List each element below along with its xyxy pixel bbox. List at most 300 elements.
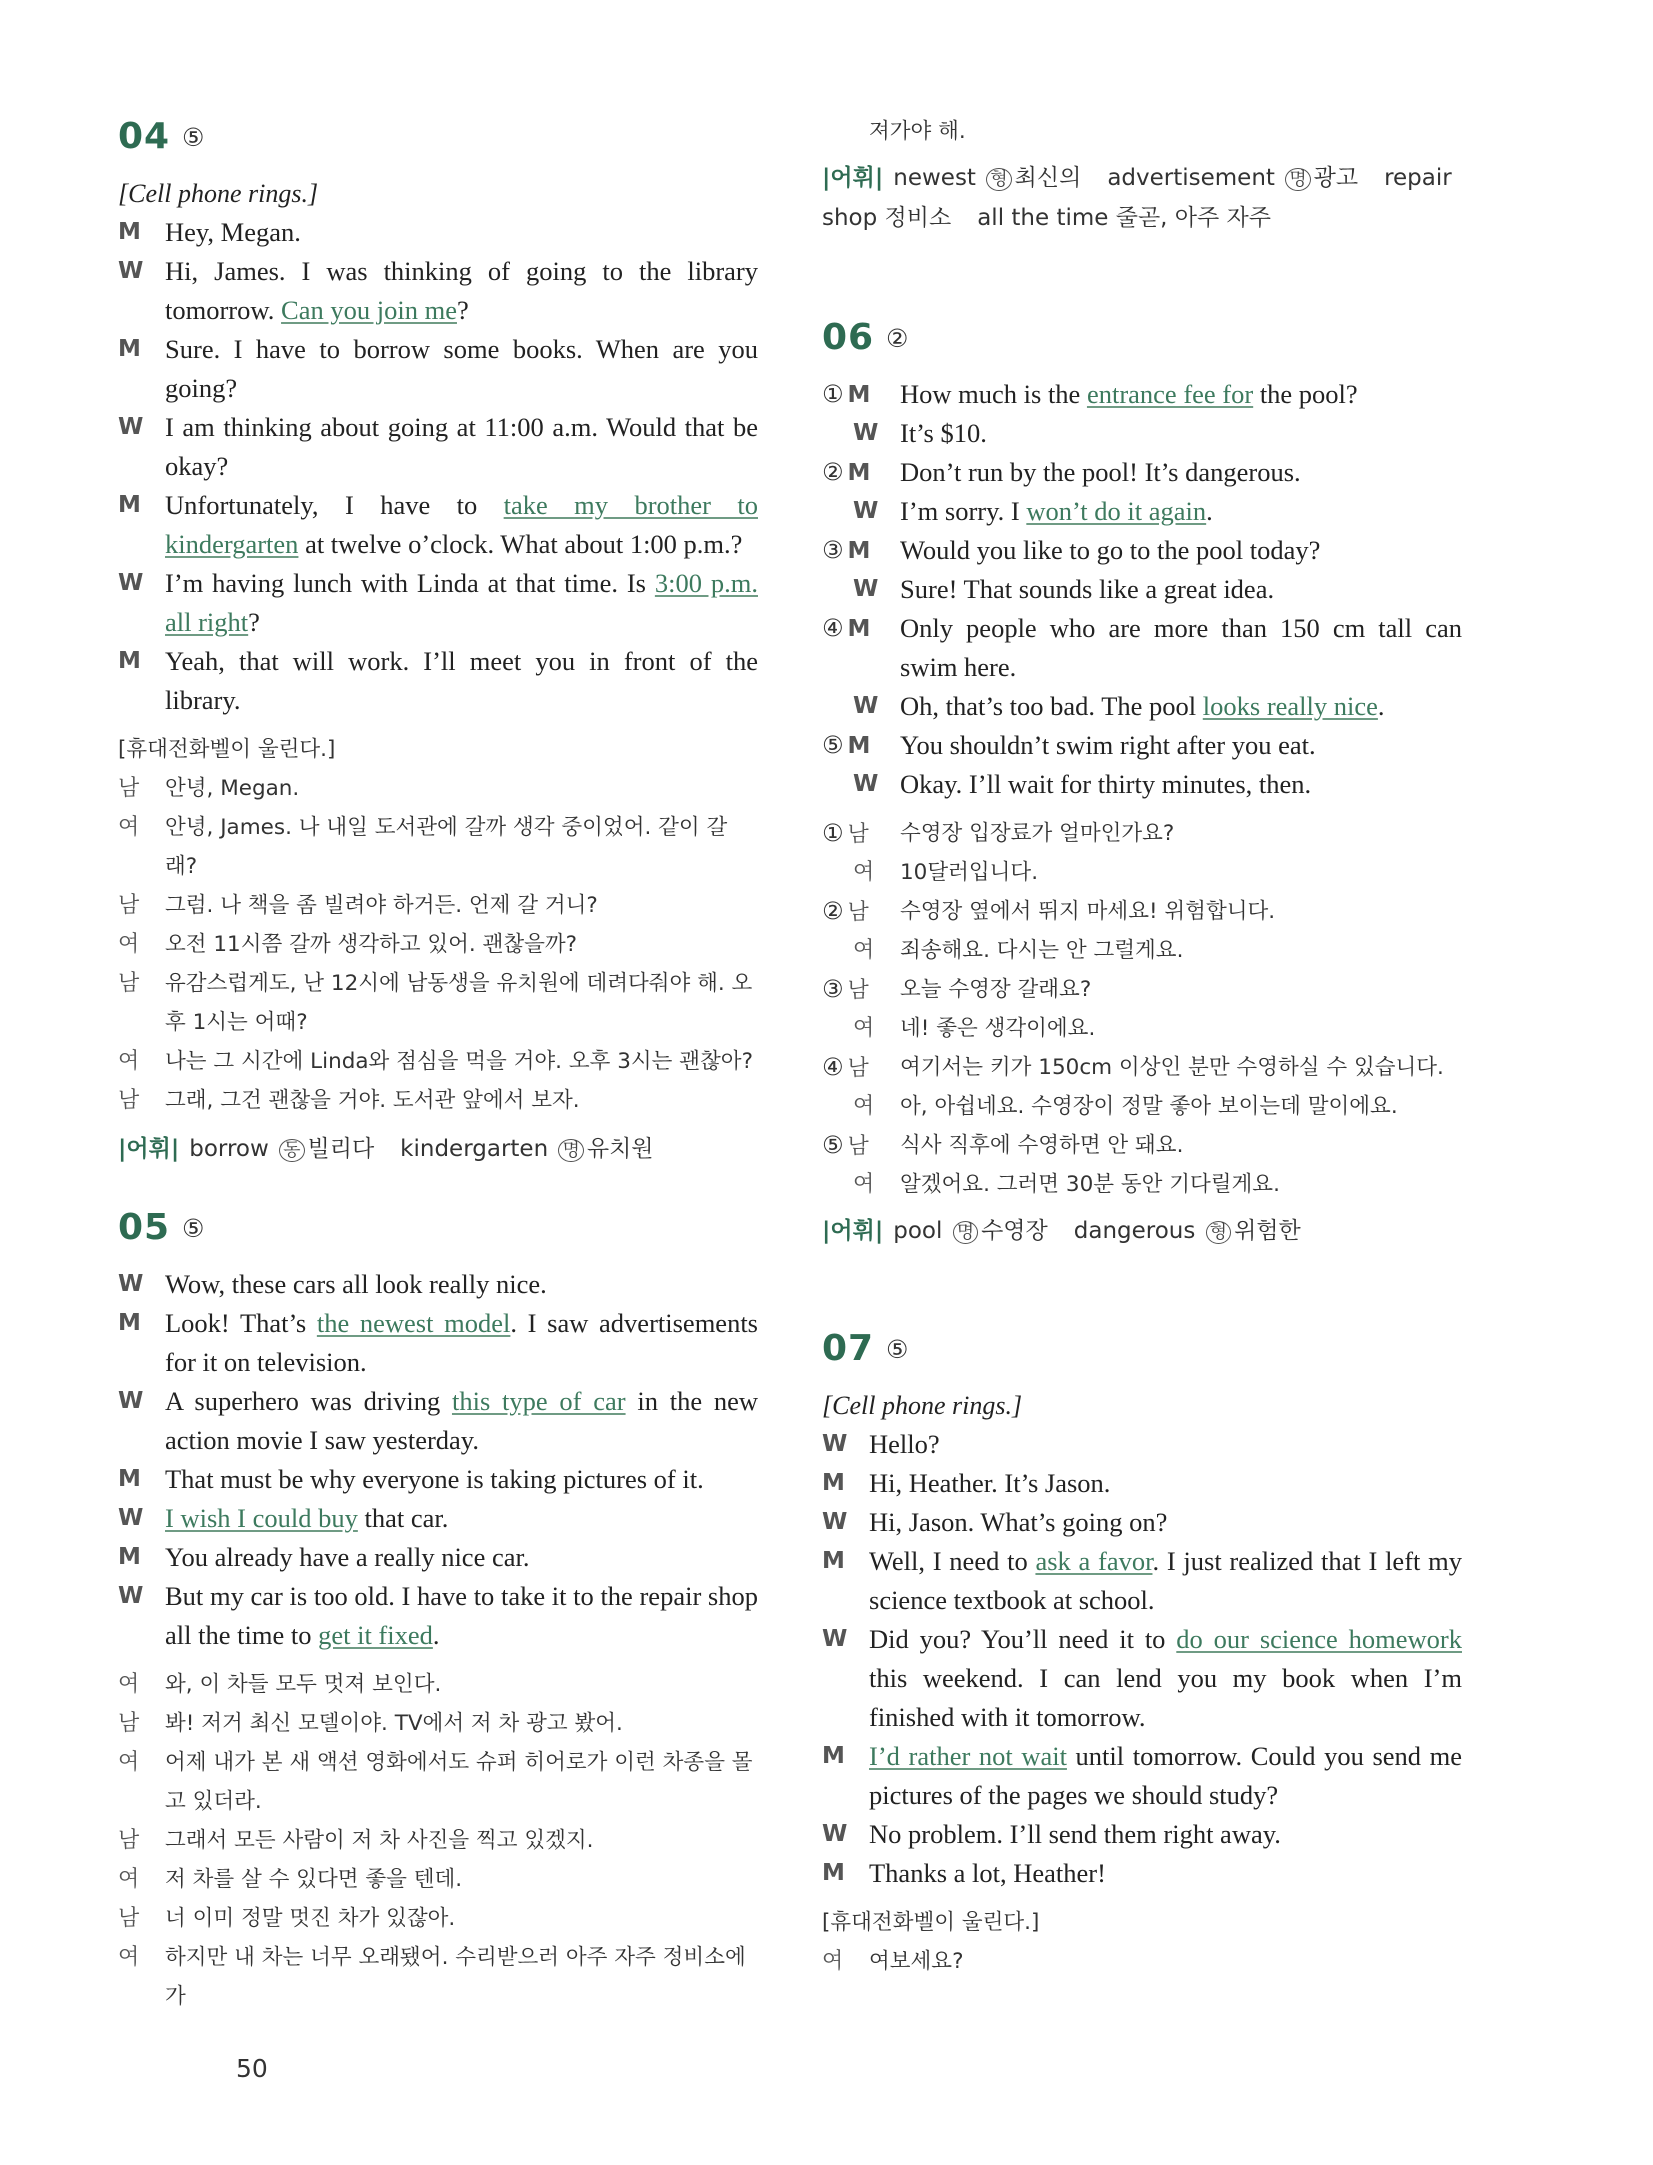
translation-line (118, 769, 758, 808)
dialogue-text (165, 1460, 758, 1499)
text-segment: How much is the (900, 379, 1087, 409)
vocab-label: |어휘| (118, 1136, 180, 1162)
page-number: 50 (236, 2054, 268, 2083)
dialogue-text (165, 1304, 758, 1382)
speaker-code: 남 (847, 1134, 869, 1159)
translation-text: 그래, 그건 괜찮을 거야. 도서관 앞에서 보자. (165, 1088, 580, 1113)
speaker-label: 여 (853, 1094, 875, 1119)
key-phrase: take my brother to kindergarten (165, 490, 758, 559)
text-segment: . I saw advertisements for it on television. (165, 1308, 758, 1377)
translation-text: 여기서는 키가 150cm 이상인 분만 수영하실 수 있습니다. (900, 1055, 1444, 1080)
dialogue-line (822, 531, 1462, 570)
dialogue-text (165, 642, 758, 720)
dialogue-text (165, 1499, 758, 1538)
text-segment: . I just realized that I left my science textbook at school. (869, 1546, 1462, 1615)
dialogue-line (822, 414, 1462, 453)
speaker-label: 여 (853, 860, 875, 885)
translation-text: 하지만 내 차는 너무 오래됐어. 수리받으러 아주 자주 정비소에 가 (165, 1945, 746, 2009)
key-phrase: the newest model (316, 1308, 511, 1338)
translation-line (822, 931, 1462, 970)
vocab-item (400, 1136, 653, 1162)
translation-line (118, 964, 758, 1042)
dialogue-text (869, 1503, 1462, 1542)
dialogue-text (165, 1265, 758, 1304)
dialogue-line (822, 570, 1462, 609)
dialogue-text (165, 486, 758, 564)
dialogue-text (900, 765, 1462, 804)
key-phrase: do our science homework (1176, 1624, 1462, 1654)
text-segment: . (1206, 496, 1213, 526)
part-of-speech: 명 (953, 1221, 978, 1244)
speaker-label: W (118, 1388, 144, 1414)
text-segment: Sure! That sounds like a great idea. (900, 574, 1275, 604)
vocab-word: repair shop (822, 165, 1452, 231)
translation-text: 아, 아쉽네요. 수영장이 정말 좋아 보이는데 말이에요. (900, 1094, 1398, 1119)
speaker-label: 여 (118, 1945, 140, 1970)
vocab-item (189, 1136, 374, 1162)
speaker-label: M (118, 648, 141, 674)
answer-mark: ⑤ (182, 1214, 205, 1243)
dialogue-text (869, 1542, 1462, 1620)
translation-line (118, 808, 758, 886)
key-phrase: looks really nice (1202, 691, 1378, 721)
speaker-label: W (853, 771, 879, 797)
vocab-word: all the time (977, 205, 1109, 231)
choice-number: ⑤ (822, 1131, 844, 1159)
dialogue-text (165, 1382, 758, 1460)
vocab-meaning: 빌리다 (307, 1136, 375, 1162)
text-segment: ? (456, 295, 469, 325)
dialogue-text (165, 213, 758, 252)
speaker-label: M (118, 1310, 141, 1336)
dialogue-line (118, 1538, 758, 1577)
speaker-label: W (822, 1821, 848, 1847)
dialogue-line (118, 1499, 758, 1538)
dialogue-text (165, 330, 758, 408)
dialogue-line (118, 642, 758, 720)
speaker-label (822, 814, 900, 854)
korean-stage-direction: [휴대전화벨이 울린다.] (822, 1910, 1040, 1935)
speaker-label: M (118, 336, 141, 362)
vocab-item (893, 1218, 1048, 1244)
vocab-meaning: 줄곧, 아주 자주 (1115, 205, 1271, 231)
choice-number: ③ (822, 536, 844, 564)
translation-text: 어제 내가 본 새 액션 영화에서도 슈퍼 히어로가 이런 차종을 몰고 있더라. (165, 1750, 753, 1814)
text-segment: I’m sorry. I (900, 496, 1027, 526)
key-phrase: 3:00 p.m. all right (165, 568, 758, 637)
korean-dialogue (822, 814, 1462, 1204)
speaker-label: 여 (853, 938, 875, 963)
speaker-label: 여 (118, 1049, 140, 1074)
choice-number: ③ (822, 975, 844, 1003)
part-of-speech: 동 (279, 1139, 304, 1162)
speaker-label: W (118, 1271, 144, 1297)
dialogue-text (165, 252, 758, 330)
answer-mark: ⑤ (182, 123, 205, 152)
question-05 (118, 1203, 758, 2016)
vocabulary (822, 159, 1462, 238)
translation-text: 유감스럽게도, 난 12시에 남동생을 유치원에 데려다줘야 해. 오후 1시는 어때? (165, 971, 753, 1035)
dialogue-line (118, 1382, 758, 1460)
speaker-label (822, 375, 900, 415)
dialogue-text (900, 570, 1462, 609)
stage-direction: [Cell phone rings.] (118, 179, 319, 208)
part-of-speech: 명 (558, 1139, 583, 1162)
vocab-word: dangerous (1073, 1218, 1196, 1244)
translation-line (118, 1081, 758, 1120)
speaker-code: M (847, 460, 871, 486)
question-number: 06 (822, 317, 875, 358)
text-segment: But my car is too old. I have to take it to the repair shop all the time to (165, 1581, 758, 1650)
question-05-continued (822, 112, 1462, 238)
translation-text: 저 차를 살 수 있다면 좋을 텐데. (165, 1867, 463, 1892)
translation-text: 수영장 입장료가 얼마인가요? (900, 821, 1175, 846)
vocab-meaning: 정비소 (884, 205, 952, 231)
question-07 (822, 1324, 1462, 1981)
vocab-meaning: 위험한 (1234, 1218, 1301, 1244)
speaker-code: 남 (847, 822, 869, 847)
dialogue-text (900, 726, 1462, 765)
text-segment: You shouldn’t swim right after you eat. (900, 730, 1316, 760)
speaker-label: W (822, 1509, 848, 1535)
text-segment: Did you? You’ll need it to (869, 1624, 1177, 1654)
text-segment: Thanks a lot, Heather! (869, 1858, 1106, 1888)
speaker-label: 남 (118, 1711, 140, 1736)
vocab-word: advertisement (1107, 165, 1275, 191)
speaker-code: M (847, 382, 871, 408)
dialogue-text (869, 1854, 1462, 1893)
speaker-label: W (853, 576, 879, 602)
text-segment: Don’t run by the pool! It’s dangerous. (900, 457, 1301, 487)
choice-number: ④ (822, 614, 844, 642)
text-segment: No problem. I’ll send them right away. (869, 1819, 1281, 1849)
speaker-label: W (118, 570, 144, 596)
speaker-label: 남 (118, 893, 140, 918)
translation-line (822, 1087, 1462, 1126)
dialogue-text (165, 564, 758, 642)
text-segment: Only people who are more than 150 cm tall can swim here. (900, 613, 1462, 682)
key-phrase: entrance fee for (1086, 379, 1254, 409)
text-segment: until tomorrow. Could you send me pictures of the pages we should study? (869, 1741, 1462, 1810)
speaker-label: 여 (822, 1949, 844, 1974)
text-segment: at twelve o’clock. What about 1:00 p.m.? (298, 529, 743, 559)
text-segment: Hi, Heather. It’s Jason. (869, 1468, 1111, 1498)
translation-text: 그럼. 나 책을 좀 빌려야 하거든. 언제 갈 거니? (165, 893, 598, 918)
speaker-label: M (822, 1470, 845, 1496)
translation-text: 10달러입니다. (900, 860, 1039, 885)
translation-text: 식사 직후에 수영하면 안 돼요. (900, 1133, 1184, 1158)
translation-text: 안녕, James. 나 내일 도서관에 갈까 생각 중이었어. 같이 갈래? (165, 815, 728, 879)
vocab-meaning: 수영장 (981, 1218, 1048, 1244)
key-phrase: Can you join me (281, 295, 457, 325)
translation-text: 와, 이 차들 모두 멋져 보인다. (165, 1672, 442, 1697)
english-dialogue (822, 375, 1462, 804)
text-segment: ? (248, 607, 260, 637)
vocab-item (893, 165, 1081, 191)
choice-number: ⑤ (822, 731, 844, 759)
speaker-label: W (118, 414, 144, 440)
translation-line (822, 853, 1462, 892)
key-phrase: this type of car (451, 1386, 626, 1416)
speaker-label: M (118, 219, 141, 245)
text-segment: A superhero was driving (165, 1386, 452, 1416)
dialogue-text (869, 1815, 1462, 1854)
text-segment: Hey, Megan. (165, 217, 301, 247)
translation-text: 알겠어요. 그러면 30분 동안 기다릴게요. (900, 1172, 1280, 1197)
translation-line (118, 1743, 758, 1821)
translation-line (822, 814, 1462, 853)
speaker-label: W (853, 498, 879, 524)
korean-dialogue (118, 769, 758, 1120)
dialogue-line (118, 1577, 758, 1655)
translation-text: 여보세요? (869, 1949, 964, 1974)
translation-line (118, 1899, 758, 1938)
translation-line (118, 1042, 758, 1081)
question-header (822, 313, 1462, 363)
dialogue-text (165, 1577, 758, 1655)
dialogue-text (165, 408, 758, 486)
answer-mark: ② (886, 324, 909, 353)
dialogue-text (869, 1464, 1462, 1503)
part-of-speech: 명 (1285, 168, 1310, 191)
speaker-label: 여 (118, 1750, 140, 1775)
translation-line (822, 1126, 1462, 1165)
dialogue-line (822, 609, 1462, 687)
dialogue-line (822, 1854, 1462, 1893)
translation-text: 나는 그 시간에 Linda와 점심을 먹을 거야. 오후 3시는 괜찮아? (165, 1049, 753, 1074)
dialogue-line (118, 408, 758, 486)
choice-number: ② (822, 458, 844, 486)
speaker-label: W (118, 258, 144, 284)
text-segment: Yeah, that will work. I’ll meet you in front of the library. (165, 646, 758, 715)
translation-line (118, 1860, 758, 1899)
speaker-label: 남 (118, 776, 140, 801)
speaker-label: 남 (118, 971, 140, 996)
dialogue-line (822, 1542, 1462, 1620)
dialogue-text (869, 1425, 1462, 1464)
key-phrase: I’d rather not wait (869, 1741, 1067, 1771)
translation-text: 죄송해요. 다시는 안 그럴게요. (900, 938, 1184, 963)
korean-dialogue (118, 1665, 758, 2016)
vocab-meaning: 유치원 (586, 1136, 654, 1162)
text-segment: Look! That’s (165, 1308, 317, 1338)
text-segment: Okay. I’ll wait for thirty minutes, then. (900, 769, 1312, 799)
part-of-speech: 형 (1206, 1221, 1231, 1244)
dialogue-line (822, 1425, 1462, 1464)
dialogue-line (118, 213, 758, 252)
english-dialogue (118, 213, 758, 720)
speaker-label: M (118, 492, 141, 518)
text-segment: Unfortunately, I have to (165, 490, 504, 520)
translation-text: 수영장 옆에서 뛰지 마세요! 위험합니다. (900, 899, 1276, 924)
speaker-label (822, 970, 900, 1010)
dialogue-line (822, 492, 1462, 531)
stage-direction: [Cell phone rings.] (822, 1391, 1023, 1420)
speaker-code: 남 (847, 900, 869, 925)
vocabulary (822, 1212, 1462, 1252)
dialogue-line (822, 453, 1462, 492)
question-number: 04 (118, 116, 171, 157)
answer-mark: ⑤ (886, 1335, 909, 1364)
dialogue-line (822, 765, 1462, 804)
text-segment: Wow, these cars all look really nice. (165, 1269, 547, 1299)
dialogue-line (822, 1620, 1462, 1737)
dialogue-text (900, 531, 1462, 570)
speaker-label: W (118, 1583, 144, 1609)
vocab-word: borrow (189, 1136, 269, 1162)
dialogue-text (900, 492, 1462, 531)
dialogue-line (118, 564, 758, 642)
translation-text: 그래서 모든 사람이 저 차 사진을 찍고 있겠지. (165, 1828, 594, 1853)
question-number: 05 (118, 1207, 171, 1248)
translation-text: 네! 좋은 생각이에요. (900, 1016, 1096, 1041)
vocab-word: kindergarten (400, 1136, 549, 1162)
speaker-label: 남 (118, 1906, 140, 1931)
vocab-label: |어휘| (822, 165, 884, 191)
speaker-label: W (853, 693, 879, 719)
key-phrase: I wish I could buy (165, 1503, 358, 1533)
vocab-item (1074, 1218, 1301, 1244)
text-segment: Hi, James. I was thinking of going to the library tomorrow. (165, 256, 758, 325)
speaker-label: 여 (118, 932, 140, 957)
dialogue-text (869, 1620, 1462, 1737)
translation-text: 오늘 수영장 갈래요? (900, 977, 1092, 1002)
text-segment: Sure. I have to borrow some books. When are you going? (165, 334, 758, 403)
dialogue-line (118, 1265, 758, 1304)
part-of-speech: 형 (986, 168, 1011, 191)
dialogue-line (822, 1737, 1462, 1815)
translation-line (118, 1704, 758, 1743)
speaker-label: 여 (853, 1016, 875, 1041)
vocab-meaning: 광고 (1313, 165, 1359, 191)
question-header (118, 1203, 758, 1253)
dialogue-text (165, 1538, 758, 1577)
vocab-item (1107, 165, 1358, 191)
choice-number: ① (822, 819, 844, 847)
vocab-meaning: 최신의 (1014, 165, 1082, 191)
dialogue-line (118, 1304, 758, 1382)
speaker-label (822, 531, 900, 571)
question-header (822, 1324, 1462, 1374)
dialogue-text (900, 375, 1462, 414)
korean-dialogue (822, 1942, 1462, 1981)
dialogue-text (869, 1737, 1462, 1815)
vocab-word: newest (893, 165, 976, 191)
text-segment: Well, I need to (869, 1546, 1036, 1576)
text-segment: that car. (357, 1503, 449, 1533)
translation-line (118, 1821, 758, 1860)
key-phrase: get it fixed (318, 1620, 433, 1650)
korean-stage-direction: [휴대전화벨이 울린다.] (118, 737, 336, 762)
speaker-label: W (822, 1626, 848, 1652)
speaker-code: M (847, 733, 871, 759)
speaker-label: 여 (118, 1867, 140, 1892)
speaker-label: M (822, 1860, 845, 1886)
speaker-label: 여 (118, 815, 140, 840)
vocab-label: |어휘| (822, 1218, 884, 1244)
choice-number: ② (822, 897, 844, 925)
question-04 (118, 112, 758, 1170)
dialogue-line (822, 1815, 1462, 1854)
question-header (118, 112, 758, 162)
speaker-label (822, 726, 900, 766)
translation-text: 오전 11시쯤 갈까 생각하고 있어. 괜찮을까? (165, 932, 578, 957)
dialogue-line (822, 726, 1462, 765)
speaker-label: W (118, 1505, 144, 1531)
translation-line (822, 1048, 1462, 1087)
translation-text: 안녕, Megan. (165, 776, 300, 801)
question-06 (822, 313, 1462, 1252)
dialogue-line (822, 375, 1462, 414)
translation-line (118, 1938, 758, 2016)
english-dialogue (118, 1265, 758, 1655)
speaker-label (822, 453, 900, 493)
translation-text: 너 이미 정말 멋진 차가 있잖아. (165, 1906, 456, 1931)
speaker-label: W (822, 1431, 848, 1457)
translation-line (822, 1009, 1462, 1048)
translation-line (118, 925, 758, 964)
text-segment: You already have a really nice car. (165, 1542, 530, 1572)
text-segment: . (1377, 691, 1385, 721)
vocabulary (118, 1130, 758, 1170)
dialogue-line (118, 330, 758, 408)
dialogue-text (900, 414, 1462, 453)
speaker-label: 남 (118, 1828, 140, 1853)
text-segment: . (432, 1620, 440, 1650)
dialogue-text (900, 609, 1462, 687)
speaker-code: M (847, 616, 871, 642)
dialogue-line (118, 1460, 758, 1499)
vocab-item (977, 205, 1271, 231)
speaker-label (822, 609, 900, 649)
translation-line (822, 1165, 1462, 1204)
speaker-code: 남 (847, 1056, 869, 1081)
english-dialogue (822, 1425, 1462, 1893)
text-segment: Hi, Jason. What’s going on? (869, 1507, 1168, 1537)
speaker-label: 남 (118, 1088, 140, 1113)
speaker-label (822, 1126, 900, 1166)
text-segment: this weekend. I can lend you my book when I’m finished with it tomorrow. (869, 1663, 1462, 1732)
speaker-label (822, 1048, 900, 1088)
dialogue-text (900, 453, 1462, 492)
text-segment: That must be why everyone is taking pictures of it. (165, 1464, 704, 1494)
speaker-label: M (822, 1743, 845, 1769)
speaker-label: 여 (118, 1672, 140, 1697)
speaker-label: M (118, 1544, 141, 1570)
text-segment: in the new action movie I saw yesterday. (165, 1386, 758, 1455)
translation-text: 봐! 저거 최신 모델이야. TV에서 저 차 광고 봤어. (165, 1711, 623, 1736)
dialogue-line (118, 252, 758, 330)
text-segment: Would you like to go to the pool today? (900, 535, 1321, 565)
translation-line (118, 1665, 758, 1704)
translation-line (118, 886, 758, 925)
dialogue-text (900, 687, 1462, 726)
speaker-label: M (822, 1548, 845, 1574)
text-segment: the pool? (1253, 379, 1358, 409)
text-segment: Hello? (869, 1429, 940, 1459)
dialogue-line (822, 1503, 1462, 1542)
korean-continuation: 져가야 해. (869, 119, 966, 144)
key-phrase: won’t do it again (1026, 496, 1207, 526)
text-segment: I am thinking about going at 11:00 a.m. Would that be okay? (165, 412, 758, 481)
speaker-label: 여 (853, 1172, 875, 1197)
translation-line (822, 970, 1462, 1009)
speaker-code: 남 (847, 978, 869, 1003)
text-segment: Oh, that’s too bad. The pool (900, 691, 1203, 721)
speaker-code: M (847, 538, 871, 564)
choice-number: ④ (822, 1053, 844, 1081)
dialogue-line (822, 1464, 1462, 1503)
